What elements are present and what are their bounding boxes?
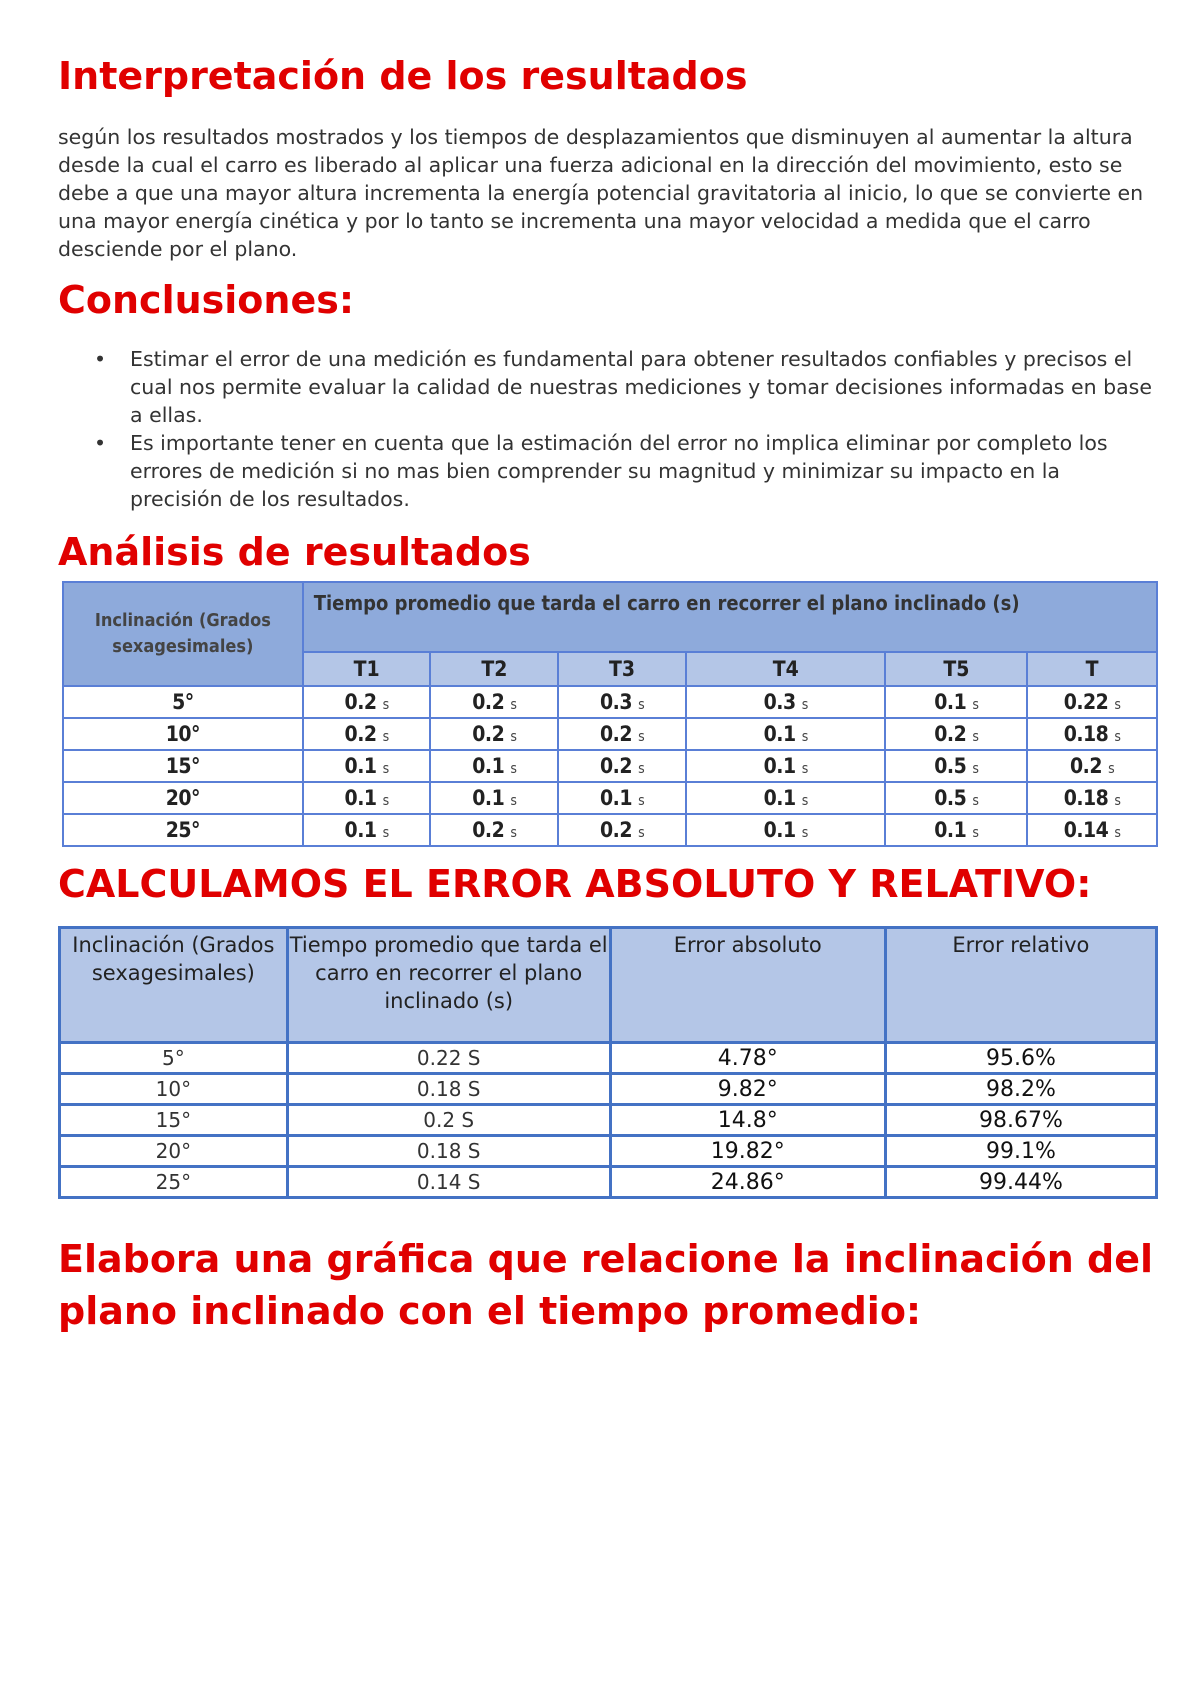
time-value: 0.2 — [1070, 754, 1102, 778]
angle-cell: 20° — [60, 1136, 288, 1167]
angle-cell: 20° — [63, 782, 303, 814]
time-cell — [686, 686, 886, 718]
angle-cell: 10° — [60, 1074, 288, 1105]
table-row — [63, 750, 1157, 782]
column-header: T3 — [558, 652, 686, 686]
time-cell: 0.14 S — [287, 1167, 610, 1198]
time-value: 0.2 — [600, 754, 632, 778]
unit-label: s — [801, 729, 808, 745]
unit-label: s — [1108, 761, 1115, 777]
unit-label: s — [972, 761, 979, 777]
angle-cell: 15° — [60, 1105, 288, 1136]
time-cell — [686, 814, 886, 846]
column-header: Inclinación (Grados sexagesimales) — [60, 928, 288, 1043]
time-value: 0.3 — [763, 690, 796, 714]
analisis-table — [62, 581, 1158, 847]
time-cell — [1027, 750, 1157, 782]
column-header: T5 — [885, 652, 1027, 686]
time-value: 0.22 — [1063, 690, 1109, 714]
time-value: 0.2 — [344, 690, 377, 714]
relative-error-cell: 99.1% — [885, 1136, 1156, 1167]
unit-label: s — [972, 697, 979, 713]
time-value: 0.1 — [934, 690, 967, 714]
column-header: Error absoluto — [610, 928, 885, 1043]
table-row — [63, 814, 1157, 846]
time-cell — [303, 782, 431, 814]
angle-cell: 25° — [60, 1167, 288, 1198]
corner-header: Inclinación (Grados sexagesimales) — [63, 582, 303, 686]
unit-label: s — [382, 697, 389, 713]
angle-cell: 15° — [63, 750, 303, 782]
time-cell — [430, 718, 558, 750]
errores-title: CALCULAMOS EL ERROR ABSOLUTO Y RELATIVO: — [58, 862, 1092, 906]
table-row — [60, 1167, 1157, 1198]
time-cell — [303, 718, 431, 750]
interpretacion-paragraph: según los resultados mostrados y los tiempos de desplazamientos que disminuyen al aumentar la altura desde la cual el carro es liberado al aplicar una fuerza adicional en la dirección del movimiento, esto se debe a que una mayor altura incrementa la energía potencial gravitatoria al inicio, lo que se convierte en una mayor energía cinética y por lo tanto se incrementa una mayor velocidad a medida que el carro desciende por el plano. — [58, 125, 1144, 261]
conclusiones-list — [58, 345, 1158, 513]
time-cell — [558, 814, 686, 846]
table-row — [60, 1136, 1157, 1167]
column-header: T — [1027, 652, 1157, 686]
time-value: 0.1 — [472, 786, 505, 810]
unit-label: s — [638, 825, 645, 841]
unit-label: s — [801, 697, 808, 713]
time-value: 0.1 — [344, 818, 377, 842]
table-row — [63, 686, 1157, 718]
time-cell — [885, 814, 1027, 846]
relative-error-cell: 95.6% — [885, 1043, 1156, 1074]
time-value: 0.1 — [763, 722, 796, 746]
relative-error-cell: 98.67% — [885, 1105, 1156, 1136]
unit-label: s — [801, 793, 808, 809]
absolute-error-cell: 4.78° — [610, 1043, 885, 1074]
list-item — [58, 345, 1158, 429]
table-row — [60, 1043, 1157, 1074]
unit-label: s — [638, 761, 645, 777]
time-cell — [558, 782, 686, 814]
unit-label: s — [638, 729, 645, 745]
unit-label: s — [510, 825, 517, 841]
time-value: 0.2 — [472, 818, 505, 842]
time-value: 0.1 — [472, 754, 505, 778]
time-cell — [303, 814, 431, 846]
time-cell: 0.2 S — [287, 1105, 610, 1136]
bullet-text: Estimar el error de una medición es fundamental para obtener resultados confiables y precisos el cual nos permite evaluar la calidad de nuestras mediciones y tomar decisiones informadas en base a ellas. — [130, 347, 1152, 427]
unit-label: s — [972, 793, 979, 809]
time-cell — [430, 750, 558, 782]
time-cell — [885, 718, 1027, 750]
unit-label: s — [1114, 697, 1121, 713]
column-header: T1 — [303, 652, 431, 686]
time-value: 0.2 — [472, 722, 505, 746]
unit-label: s — [638, 697, 645, 713]
unit-label: s — [510, 793, 517, 809]
table-row — [60, 1105, 1157, 1136]
time-cell — [558, 750, 686, 782]
time-value: 0.1 — [763, 786, 796, 810]
column-header: T4 — [686, 652, 886, 686]
absolute-error-cell: 24.86° — [610, 1167, 885, 1198]
time-value: 0.5 — [934, 786, 967, 810]
angle-cell: 10° — [63, 718, 303, 750]
time-cell: 0.22 S — [287, 1043, 610, 1074]
bullet-icon: • — [94, 431, 107, 455]
time-value: 0.5 — [934, 754, 967, 778]
time-cell — [1027, 718, 1157, 750]
table-row — [63, 782, 1157, 814]
unit-label: s — [801, 761, 808, 777]
absolute-error-cell: 19.82° — [610, 1136, 885, 1167]
time-cell: 0.18 S — [287, 1136, 610, 1167]
time-cell — [686, 782, 886, 814]
absolute-error-cell: 9.82° — [610, 1074, 885, 1105]
column-header: T2 — [430, 652, 558, 686]
analisis-title: Análisis de resultados — [58, 530, 531, 574]
time-value: 0.18 — [1063, 786, 1109, 810]
unit-label: s — [382, 825, 389, 841]
unit-label: s — [510, 761, 517, 777]
relative-error-cell: 99.44% — [885, 1167, 1156, 1198]
time-cell — [885, 782, 1027, 814]
time-value: 0.1 — [344, 754, 377, 778]
unit-label: s — [510, 697, 517, 713]
time-value: 0.18 — [1063, 722, 1109, 746]
time-cell — [885, 750, 1027, 782]
time-cell — [1027, 686, 1157, 718]
time-cell — [686, 718, 886, 750]
time-value: 0.2 — [472, 690, 505, 714]
time-value: 0.1 — [763, 818, 796, 842]
time-value: 0.1 — [763, 754, 796, 778]
time-cell — [558, 718, 686, 750]
time-value: 0.2 — [600, 818, 632, 842]
interpretacion-title: Interpretación de los resultados — [58, 54, 748, 98]
unit-label: s — [972, 825, 979, 841]
time-cell — [303, 750, 431, 782]
angle-cell: 25° — [63, 814, 303, 846]
time-cell — [303, 686, 431, 718]
relative-error-cell: 98.2% — [885, 1074, 1156, 1105]
time-cell — [1027, 814, 1157, 846]
grafica-title: Elabora una gráfica que relacione la inclinación del plano inclinado con el tiempo promedio: — [58, 1237, 1154, 1333]
unit-label: s — [510, 729, 517, 745]
absolute-error-cell: 14.8° — [610, 1105, 885, 1136]
list-item — [58, 429, 1158, 513]
unit-label: s — [638, 793, 645, 809]
bullet-icon: • — [94, 347, 107, 371]
unit-label: s — [1114, 729, 1121, 745]
time-value: 0.1 — [344, 786, 377, 810]
bullet-text: Es importante tener en cuenta que la estimación del error no implica eliminar por completo los errores de medición si no mas bien comprender su magnitud y minimizar su impacto en la precisión de los resultados. — [130, 431, 1108, 511]
time-value: 0.2 — [344, 722, 377, 746]
time-cell — [430, 814, 558, 846]
unit-label: s — [382, 793, 389, 809]
time-value: 0.14 — [1063, 818, 1109, 842]
time-value: 0.3 — [600, 690, 632, 714]
table-row — [63, 718, 1157, 750]
unit-label: s — [1114, 793, 1121, 809]
time-cell: 0.18 S — [287, 1074, 610, 1105]
angle-cell: 5° — [63, 686, 303, 718]
unit-label: s — [382, 729, 389, 745]
column-header: Tiempo promedio que tarda el carro en recorrer el plano inclinado (s) — [287, 928, 610, 1043]
table-row — [60, 1074, 1157, 1105]
time-cell — [885, 686, 1027, 718]
unit-label: s — [1114, 825, 1121, 841]
column-header: Error relativo — [885, 928, 1156, 1043]
time-cell — [1027, 782, 1157, 814]
time-cell — [430, 686, 558, 718]
unit-label: s — [972, 729, 979, 745]
unit-label: s — [382, 761, 389, 777]
time-value: 0.2 — [934, 722, 967, 746]
angle-cell: 5° — [60, 1043, 288, 1074]
conclusiones-title: Conclusiones: — [58, 278, 355, 322]
time-value: 0.2 — [600, 722, 632, 746]
main-header: Tiempo promedio que tarda el carro en recorrer el plano inclinado (s) — [303, 582, 1157, 652]
time-cell — [558, 686, 686, 718]
unit-label: s — [801, 825, 808, 841]
time-value: 0.1 — [600, 786, 632, 810]
errores-table — [58, 926, 1158, 1199]
time-cell — [430, 782, 558, 814]
time-value: 0.1 — [934, 818, 967, 842]
time-cell — [686, 750, 886, 782]
